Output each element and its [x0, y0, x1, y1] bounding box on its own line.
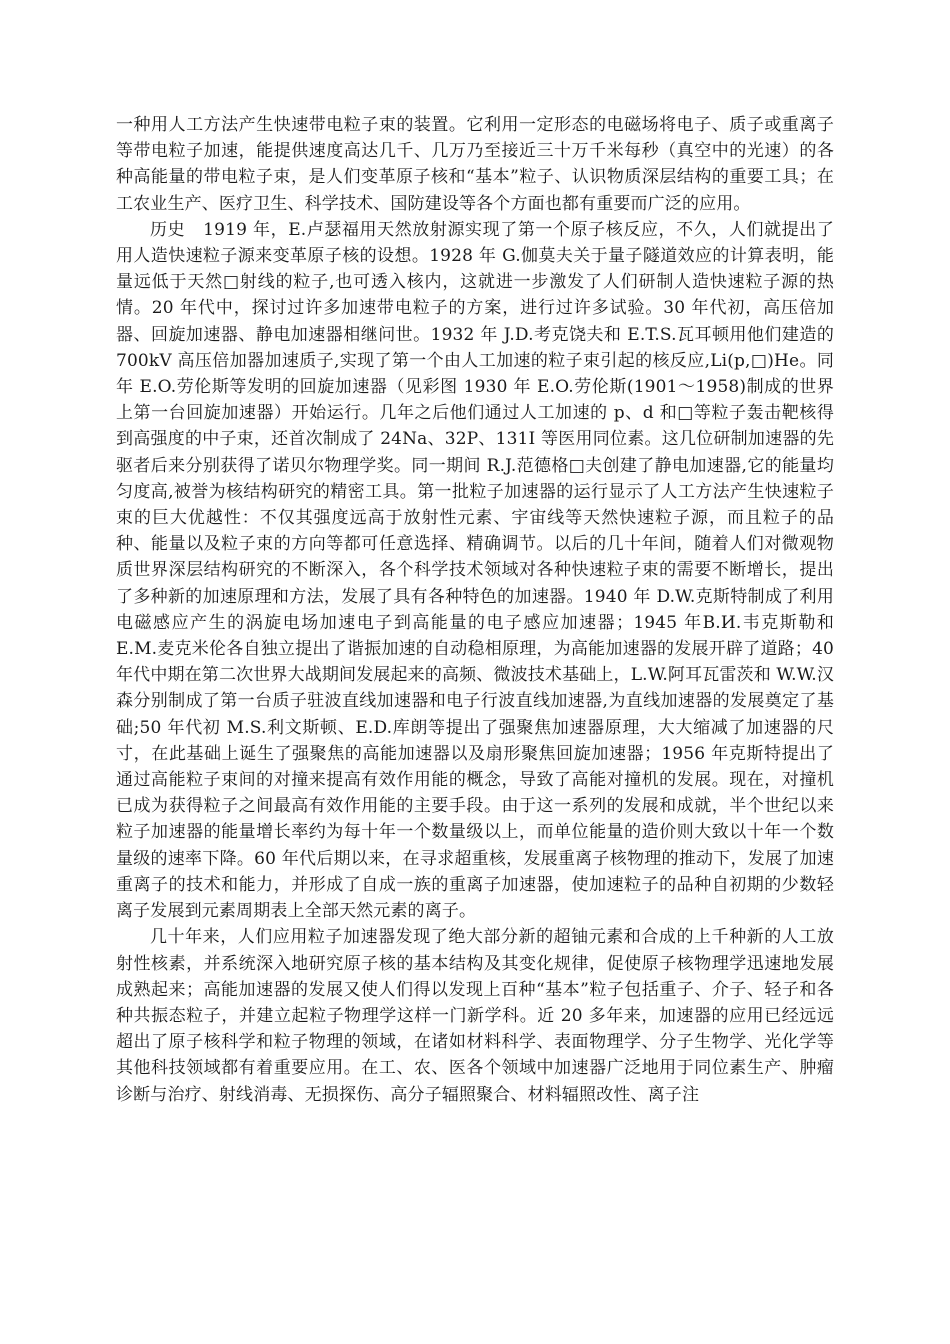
applications-paragraph: 几十年来，人们应用粒子加速器发现了绝大部分新的超铀元素和合成的上千种新的人工放射性核素，并系统深入地研究原子核的基本结构及其变化规律，促使原子核物理学迅速地发展成熟起来；高能加速器的发展又使人们得以发现上百种“基本”粒子包括重子、介子、轻子和各种共振态粒子，并建立起粒子物理学这样一门新学科。近 20 多年来，加速器的应用已经远远超出了原子核科学和粒子物理的领域，在诸如材料科学、表面物理学、分子生物学、光化学等其他科技领域都有着重要应用。在工、农、医各个领域中加速器广泛地用于同位素生产、肿瘤诊断与治疗、射线消毒、无损探伤、高分子辐照聚合、材料辐照改性、离子注	[116, 927, 834, 1105]
history-paragraph	[116, 217, 834, 924]
document-body	[116, 112, 834, 1108]
history-label: 历史	[150, 219, 186, 240]
intro-paragraph: 一种用人工方法产生快速带电粒子束的装置。它利用一定形态的电磁场将电子、质子或重离子等带电粒子加速，能提供速度高达几千、几万乃至接近三十万千米每秒（真空中的光速）的各种高能量的带电粒子束，是人们变革原子核和“基本”粒子、认识物质深层结构的重要工具；在工农业生产、医疗卫生、科学技术、国防建设等各个方面也都有重要而广泛的应用。	[116, 115, 834, 214]
history-text: 1919 年，E.卢瑟福用天然放射源实现了第一个原子核反应，不久，人们就提出了用人造快速粒子源来变革原子核的设想。1928 年 G.伽莫夫关于量子隧道效应的计算表明，能量远低于天然□射线的粒子,也可透入核内，这就进一步激发了人们研制人造快速粒子源的热情。20 年代中，探讨过许多加速带电粒子的方案，进行过许多试验。30 年代初，高压倍加器、回旋加速器、静电加速器相继问世。1932 年 J.D.考克饶夫和 E.T.S.瓦耳顿用他们建造的 700kV 高压倍加器加速质子,实现了第一个由人工加速的粒子束引起的核反应,Li(p,□)He。同年 E.O.劳伦斯等发明的回旋加速器（见彩图 1930 年 E.O.劳伦斯(1901～1958)制成的世界上第一台回旋加速器）开始运行。几年之后他们通过人工加速的 p、d 和□等粒子轰击靶核得到高强度的中子束，还首次制成了 24Na、32P、131I 等医用同位素。这几位研制加速器的先驱者后来分别获得了诺贝尔物理学奖。同一期间 R.J.范德格□夫创建了静电加速器,它的能量均匀度高,被誉为核结构研究的精密工具。第一批粒子加速器的运行显示了人工方法产生快速粒子束的巨大优越性：不仅其强度远高于放射性元素、宇宙线等天然快速粒子源，而且粒子的品种、能量以及粒子束的方向等都可任意选择、精确调节。以后的几十年间，随着人们对微观物质世界深层结构研究的不断深入，各个科学技术领域对各种快速粒子束的需要不断增长，提出了多种新的加速原理和方法，发展了具有各种特色的加速器。1940 年 D.W.克斯特制成了利用电磁感应产生的涡旋电场加速电子到高能量的电子感应加速器；1945 年В.И.韦克斯勒和 E.M.麦克米伦各自独立提出了谐振加速的自动稳相原理，为高能加速器的发展开辟了道路；40 年代中期在第二次世界大战期间发展起来的高频、微波技术基础上，L.W.阿耳瓦雷茨和 W.W.汉森分别制成了第一台质子驻波直线加速器和电子行波直线加速器,为直线加速器的发展奠定了基础;50 年代初 M.S.利文斯顿、E.D.库朗等提出了强聚焦加速器原理，大大缩减了加速器的尺寸，在此基础上诞生了强聚焦的高能加速器以及扇形聚焦回旋加速器；1956 年克斯特提出了通过高能粒子束间的对撞来提高有效作用能的概念，导致了高能对撞机的发展。现在，对撞机已成为获得粒子之间最高有效作用能的主要手段。由于这一系列的发展和成就，半个世纪以来粒子加速器的能量增长率约为每十年一个数量级以上，而单位能量的造价则大致以十年一个数量级的速率下降。60 年代后期以来，在寻求超重核，发展重离子核物理的推动下，发展了加速重离子的技术和能力，并形成了自成一族的重离子加速器，使加速粒子的品种自初期的少数轻离子发展到元素周期表上全部天然元素的离子。	[116, 219, 834, 922]
